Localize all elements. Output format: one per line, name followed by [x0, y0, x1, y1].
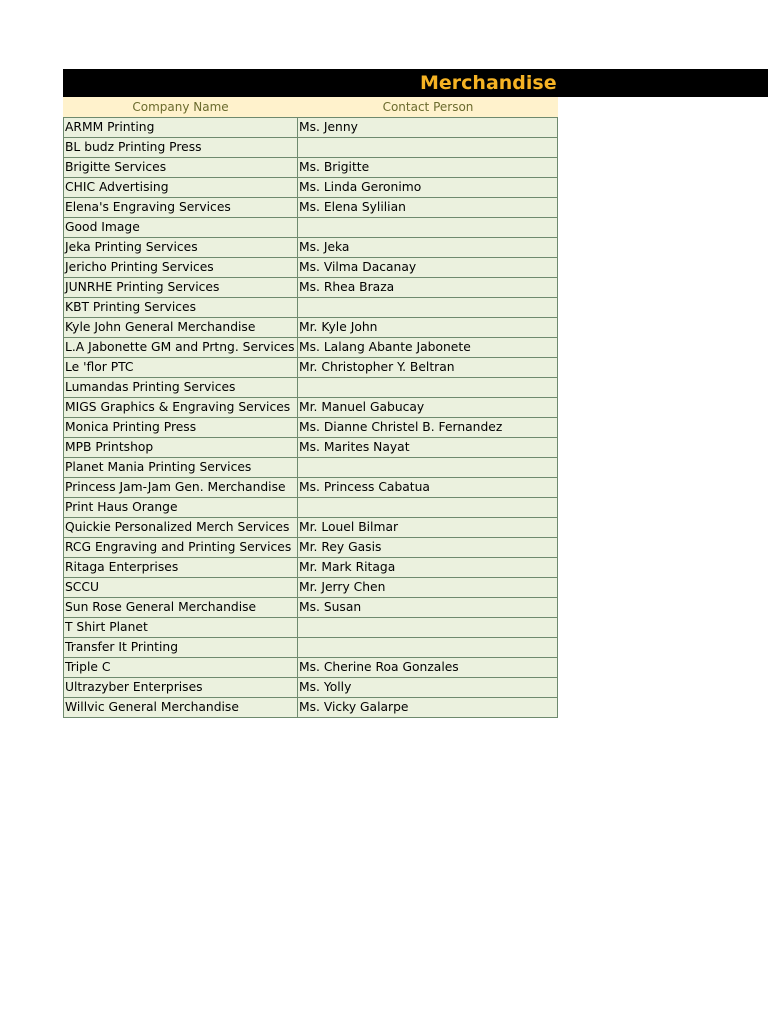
column-header-contact[interactable]: Contact Person — [382, 100, 474, 114]
company-name-cell[interactable]: Ritaga Enterprises — [63, 558, 298, 577]
table-row — [63, 638, 558, 658]
company-name-cell[interactable]: KBT Printing Services — [63, 298, 298, 317]
contact-person-cell[interactable] — [298, 458, 558, 477]
company-name-cell[interactable]: Planet Mania Printing Services — [63, 458, 298, 477]
contact-person-cell[interactable]: Mr. Louel Bilmar — [298, 518, 558, 537]
contact-person-cell[interactable]: Mr. Christopher Y. Beltran — [298, 358, 558, 377]
contact-person-cell[interactable]: Ms. Brigitte — [298, 158, 558, 177]
table-row — [63, 178, 558, 198]
company-name-cell[interactable]: Quickie Personalized Merch Services — [63, 518, 298, 537]
contact-person-cell[interactable]: Ms. Elena Sylilian — [298, 198, 558, 217]
company-name-cell[interactable]: BL budz Printing Press — [63, 138, 298, 157]
table-row — [63, 218, 558, 238]
contact-person-cell[interactable]: Ms. Vilma Dacanay — [298, 258, 558, 277]
contact-person-cell[interactable]: Mr. Rey Gasis — [298, 538, 558, 557]
contact-person-cell[interactable]: Ms. Yolly — [298, 678, 558, 697]
table-row — [63, 278, 558, 298]
contact-person-cell[interactable] — [298, 298, 558, 317]
company-name-cell[interactable]: MIGS Graphics & Engraving Services — [63, 398, 298, 417]
contact-person-cell[interactable]: Ms. Susan — [298, 598, 558, 617]
table-row — [63, 478, 558, 498]
company-name-cell[interactable]: CHIC Advertising — [63, 178, 298, 197]
table-row — [63, 438, 558, 458]
table-row — [63, 618, 558, 638]
table-row — [63, 238, 558, 258]
table-row — [63, 598, 558, 618]
table-row — [63, 118, 558, 138]
contact-person-cell[interactable]: Ms. Marites Nayat — [298, 438, 558, 457]
company-name-cell[interactable]: Elena's Engraving Services — [63, 198, 298, 217]
table-row — [63, 358, 558, 378]
contact-person-cell[interactable]: Ms. Lalang Abante Jabonete — [298, 338, 558, 357]
contact-person-cell[interactable]: Ms. Jeka — [298, 238, 558, 257]
table-body — [63, 117, 558, 718]
table-row — [63, 558, 558, 578]
table-row — [63, 338, 558, 358]
company-name-cell[interactable]: Transfer It Printing — [63, 638, 298, 657]
contact-person-cell[interactable]: Mr. Mark Ritaga — [298, 558, 558, 577]
company-name-cell[interactable]: Kyle John General Merchandise — [63, 318, 298, 337]
contact-person-cell[interactable] — [298, 378, 558, 397]
company-name-cell[interactable]: Jeka Printing Services — [63, 238, 298, 257]
table-row — [63, 698, 558, 718]
company-name-cell[interactable]: Ultrazyber Enterprises — [63, 678, 298, 697]
company-name-cell[interactable]: MPB Printshop — [63, 438, 298, 457]
table-row — [63, 298, 558, 318]
table-row — [63, 398, 558, 418]
company-name-cell[interactable]: L.A Jabonette GM and Prtng. Services — [63, 338, 298, 357]
contact-person-cell[interactable]: Ms. Jenny — [298, 118, 558, 137]
company-name-cell[interactable]: Good Image — [63, 218, 298, 237]
company-name-cell[interactable]: Triple C — [63, 658, 298, 677]
title-bar — [63, 69, 768, 97]
contact-person-cell[interactable]: Ms. Linda Geronimo — [298, 178, 558, 197]
company-name-cell[interactable]: JUNRHE Printing Services — [63, 278, 298, 297]
company-name-cell[interactable]: RCG Engraving and Printing Services — [63, 538, 298, 557]
contact-person-cell[interactable]: Mr. Jerry Chen — [298, 578, 558, 597]
contact-person-cell[interactable]: Mr. Kyle John — [298, 318, 558, 337]
company-name-cell[interactable]: ARMM Printing — [63, 118, 298, 137]
table-row — [63, 578, 558, 598]
table-header — [63, 97, 558, 117]
contact-person-cell[interactable]: Ms. Rhea Braza — [298, 278, 558, 297]
table-row — [63, 518, 558, 538]
table-row — [63, 318, 558, 338]
table-row — [63, 418, 558, 438]
contact-person-cell[interactable] — [298, 138, 558, 157]
company-name-cell[interactable]: Princess Jam-Jam Gen. Merchandise — [63, 478, 298, 497]
column-header-company[interactable]: Company Name — [132, 100, 229, 114]
company-name-cell[interactable]: SCCU — [63, 578, 298, 597]
company-name-cell[interactable]: Monica Printing Press — [63, 418, 298, 437]
table-row — [63, 458, 558, 478]
table-row — [63, 378, 558, 398]
table-row — [63, 158, 558, 178]
company-name-cell[interactable]: T Shirt Planet — [63, 618, 298, 637]
table-row — [63, 538, 558, 558]
supplier-table — [63, 97, 558, 718]
contact-person-cell[interactable] — [298, 498, 558, 517]
contact-person-cell[interactable]: Mr. Manuel Gabucay — [298, 398, 558, 417]
sheet-title: Merchandise — [420, 72, 557, 94]
company-name-cell[interactable]: Print Haus Orange — [63, 498, 298, 517]
table-row — [63, 258, 558, 278]
contact-person-cell[interactable] — [298, 618, 558, 637]
company-name-cell[interactable]: Sun Rose General Merchandise — [63, 598, 298, 617]
table-row — [63, 198, 558, 218]
table-row — [63, 658, 558, 678]
company-name-cell[interactable]: Jericho Printing Services — [63, 258, 298, 277]
company-name-cell[interactable]: Brigitte Services — [63, 158, 298, 177]
contact-person-cell[interactable] — [298, 638, 558, 657]
company-name-cell[interactable]: Willvic General Merchandise — [63, 698, 298, 717]
table-row — [63, 498, 558, 518]
company-name-cell[interactable]: Le 'flor PTC — [63, 358, 298, 377]
table-row — [63, 138, 558, 158]
contact-person-cell[interactable]: Ms. Princess Cabatua — [298, 478, 558, 497]
contact-person-cell[interactable]: Ms. Cherine Roa Gonzales — [298, 658, 558, 677]
contact-person-cell[interactable]: Ms. Dianne Christel B. Fernandez — [298, 418, 558, 437]
contact-person-cell[interactable] — [298, 218, 558, 237]
company-name-cell[interactable]: Lumandas Printing Services — [63, 378, 298, 397]
table-row — [63, 678, 558, 698]
contact-person-cell[interactable]: Ms. Vicky Galarpe — [298, 698, 558, 717]
